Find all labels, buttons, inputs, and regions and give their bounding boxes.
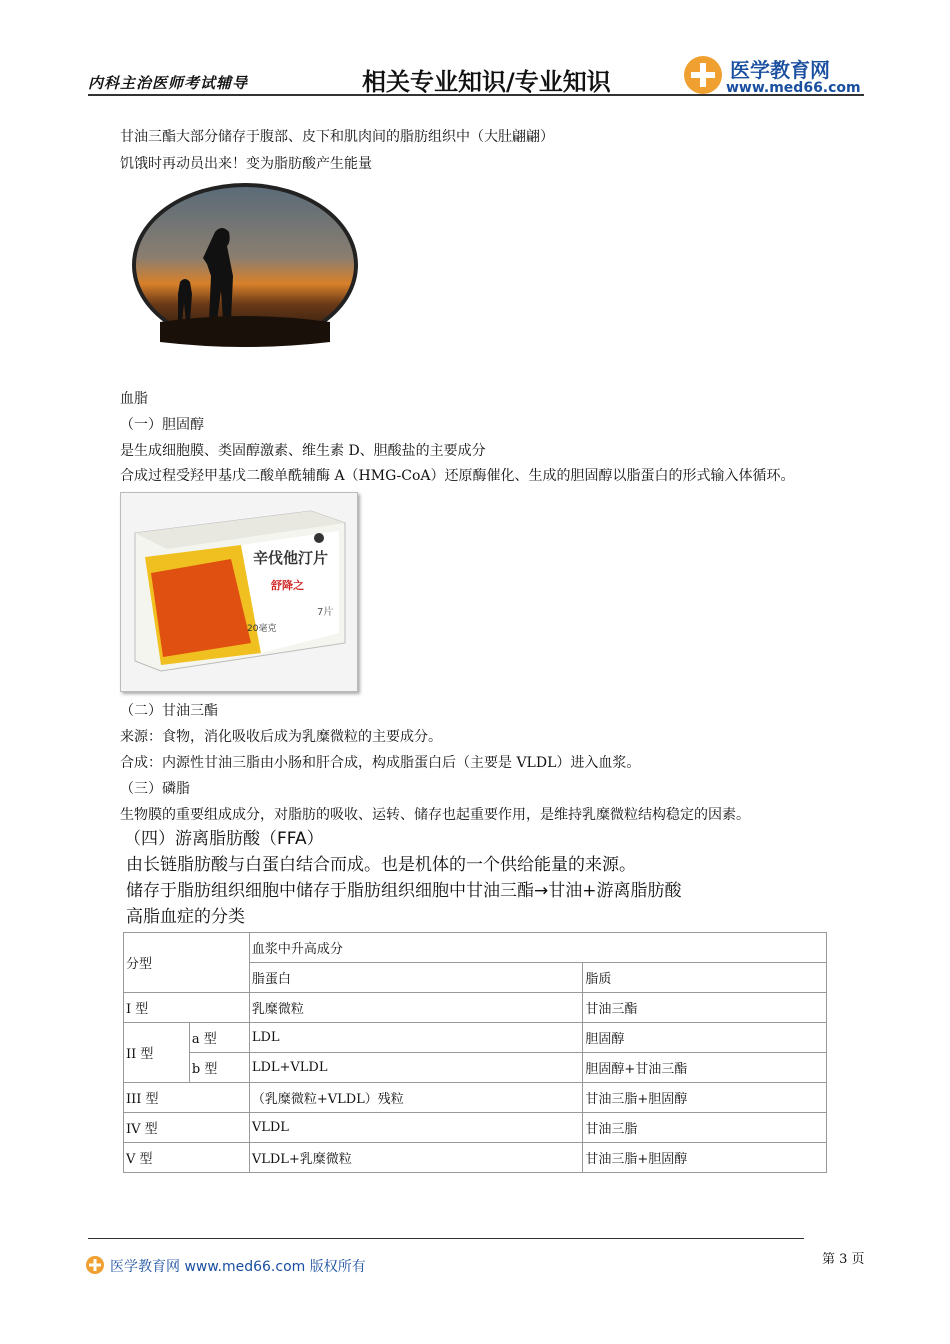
header-logo-text: 医学教育网 <box>730 58 830 82</box>
footer-logo-icon <box>86 1256 104 1274</box>
drug-pieces: 7片 <box>317 607 334 618</box>
header-divider <box>88 94 864 96</box>
table-cell-lipid: 胆固醇 <box>583 1023 827 1053</box>
drug-brand: 舒降之 <box>271 579 304 592</box>
table-row <box>124 1023 827 1053</box>
table-row <box>124 1083 827 1113</box>
header-course-title: 内科主治医师考试辅导 <box>88 74 249 92</box>
table-cell-type: I 型 <box>124 993 250 1023</box>
heading-phospholipid: （三）磷脂 <box>120 781 190 797</box>
table-cell-lipid: 甘油三脂+胆固醇 <box>583 1143 827 1173</box>
table-cell-lipid: 甘油三脂+胆固醇 <box>583 1083 827 1113</box>
table-row <box>124 993 827 1023</box>
table-cell-type: II 型 <box>124 1023 190 1083</box>
table-cell-lipid: 甘油三脂 <box>583 1113 827 1143</box>
header-logo-url[interactable]: www.med66.com <box>726 80 861 96</box>
table-row <box>124 1143 827 1173</box>
table-header-lipid: 脂质 <box>583 963 827 993</box>
paragraph-ffa-origin: 由长链脂肪酸与白蛋白结合而成。也是机体的一个供给能量的来源。 <box>126 855 636 875</box>
hyperlipidemia-table <box>123 932 827 1173</box>
heading-hyperlipidemia-classification: 高脂血症的分类 <box>126 907 245 927</box>
drug-box-image <box>120 492 358 692</box>
table-cell-type: V 型 <box>124 1143 250 1173</box>
footer-copyright: 医学教育网 www.med66.com 版权所有 <box>110 1259 366 1275</box>
paragraph-fasting: 饥饿时再动员出来！变为脂肪酸产生能量 <box>120 156 372 172</box>
table-cell-lipoprotein: LDL+VLDL <box>249 1053 583 1083</box>
header-section-title: 相关专业知识/专业知识 <box>362 68 611 96</box>
drug-dose: 20毫克 <box>247 624 277 634</box>
table-cell-subtype: b 型 <box>189 1053 249 1083</box>
table-cell-lipid: 胆固醇+甘油三酯 <box>583 1053 827 1083</box>
heading-ffa: （四）游离脂肪酸（FFA） <box>124 829 324 849</box>
drug-name: 辛伐他汀片 <box>253 549 329 567</box>
table-cell-lipoprotein: 乳糜微粒 <box>249 993 583 1023</box>
table-header-type: 分型 <box>124 933 250 993</box>
paragraph-cholesterol-role: 是生成细胞膜、类固醇激素、维生素 D、胆酸盐的主要成分 <box>120 443 486 459</box>
table-cell-subtype: a 型 <box>189 1023 249 1053</box>
table-cell-lipid: 甘油三酯 <box>583 993 827 1023</box>
paragraph-tg-source: 来源：食物，消化吸收后成为乳糜微粒的主要成分。 <box>120 729 442 745</box>
paragraph-phospholipid: 生物膜的重要组成成分，对脂肪的吸收、运转、储存也起重要作用，是维持乳糜微粒结构稳定的因素。 <box>120 807 750 823</box>
heading-cholesterol: （一）胆固醇 <box>120 417 204 433</box>
heading-triglyceride: （二）甘油三酯 <box>120 703 218 719</box>
silhouette-photo <box>130 182 360 352</box>
table-header-lipoprotein: 脂蛋白 <box>249 963 583 993</box>
table-row <box>124 1113 827 1143</box>
table-cell-type: III 型 <box>124 1083 250 1113</box>
med66-logo-icon <box>684 56 722 94</box>
table-cell-lipoprotein: VLDL+乳糜微粒 <box>249 1143 583 1173</box>
table-cell-type: IV 型 <box>124 1113 250 1143</box>
table-row <box>124 1053 827 1083</box>
table-header-rise: 血浆中升高成分 <box>249 933 826 963</box>
table-header-row <box>124 933 827 963</box>
paragraph-tg-storage: 甘油三酯大部分储存于腹部、皮下和肌肉间的脂肪组织中（大肚翩翩） <box>120 129 554 145</box>
paragraph-tg-synthesis: 合成：内源性甘油三脂由小肠和肝合成，构成脂蛋白后（主要是 VLDL）进入血浆。 <box>120 755 641 771</box>
paragraph-cholesterol-synthesis: 合成过程受羟甲基戊二酸单酰辅酶 A（HMG-CoA）还原酶催化、生成的胆固醇以脂蛋白的形式输入体循环。 <box>120 468 795 484</box>
page-number: 第 3 页 <box>822 1252 865 1267</box>
paragraph-ffa-storage: 储存于脂肪组织细胞中储存于脂肪组织细胞中甘油三酯→甘油+游离脂肪酸 <box>126 881 682 901</box>
table-cell-lipoprotein: VLDL <box>249 1113 583 1143</box>
footer-divider <box>88 1238 804 1239</box>
table-cell-lipoprotein: LDL <box>249 1023 583 1053</box>
heading-blood-lipid: 血脂 <box>120 391 148 407</box>
table-cell-lipoprotein: （乳糜微粒+VLDL）残粒 <box>249 1083 583 1113</box>
